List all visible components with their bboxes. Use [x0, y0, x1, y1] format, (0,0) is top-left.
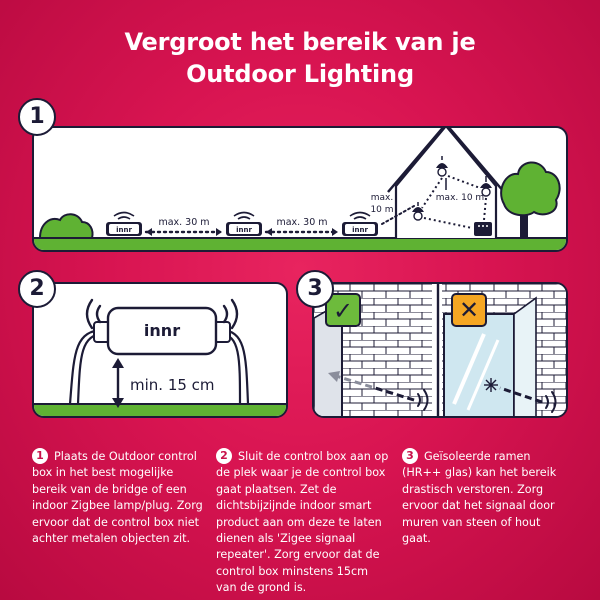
cross-symbol: ✕ [458, 296, 480, 324]
description-number-1: 1 [32, 448, 48, 464]
signal-block-icon [484, 378, 498, 392]
height-arrow-icon [112, 358, 124, 408]
panel-range [32, 126, 568, 252]
description-1 [32, 448, 208, 547]
cross-badge-icon [452, 294, 486, 326]
grass-ground [34, 404, 288, 418]
description-text-1: Plaats de Outdoor control box in het best mogelijke bereik van de bridge of een indoor Zigbee lamp/plug. Zorg ervoor dat de control box niet achter metalen objecten zit. [32, 450, 203, 546]
description-text-2: Sluit de control box aan op de plek waar je de control box gaat plaatsen. Zet de dichtsbijzijnde indoor smart product aan om deze te laten dienen als 'Zigee signaal repeater'. Zorg ervoor dat de control box minstens 15cm van de grond is. [216, 450, 389, 595]
bush-icon [40, 214, 93, 238]
step-badge-3: 3 [296, 270, 334, 308]
step-badge-2: 2 [18, 270, 56, 308]
range-illustration [34, 128, 568, 252]
control-box-large-icon [94, 308, 230, 354]
title-line-1: Vergroot het bereik van je [124, 28, 476, 56]
distance-label-c1: max. [370, 193, 394, 203]
panel-walls [312, 282, 568, 418]
control-box-icon [106, 213, 142, 237]
title-line-2: Outdoor Lighting [186, 60, 414, 88]
control-box-icon [226, 213, 262, 237]
box-logo: innr [236, 226, 252, 234]
control-box-icon [342, 213, 378, 237]
distance-label-c2: 10 m [370, 205, 394, 215]
description-number-3: 3 [402, 448, 418, 464]
grass-ground [34, 238, 568, 252]
bridge-icon [474, 222, 492, 236]
height-label: min. 15 cm [130, 376, 215, 394]
box-logo: innr [352, 226, 368, 234]
check-symbol: ✓ [332, 297, 354, 325]
step-badge-1: 1 [18, 98, 56, 136]
distance-label-a: max. 30 m [158, 217, 210, 228]
box-logo: innr [116, 226, 132, 234]
tree-icon [501, 162, 560, 238]
description-3 [402, 448, 570, 547]
description-number-2: 2 [216, 448, 232, 464]
distance-label-d: max. 10 m [435, 193, 485, 203]
page-title [0, 26, 600, 90]
walls-illustration [314, 284, 568, 418]
box-logo: innr [143, 321, 181, 340]
house-icon [388, 128, 504, 238]
panel-placement [32, 282, 288, 418]
distance-label-b: max. 30 m [276, 217, 328, 228]
description-text-3: Geïsoleerde ramen (HR++ glas) kan het bereik drastisch verstoren. Zorg ervoor dat het signaal door muren van steen of hout gaat. [402, 450, 557, 546]
placement-illustration [34, 284, 288, 418]
description-2 [216, 448, 392, 597]
